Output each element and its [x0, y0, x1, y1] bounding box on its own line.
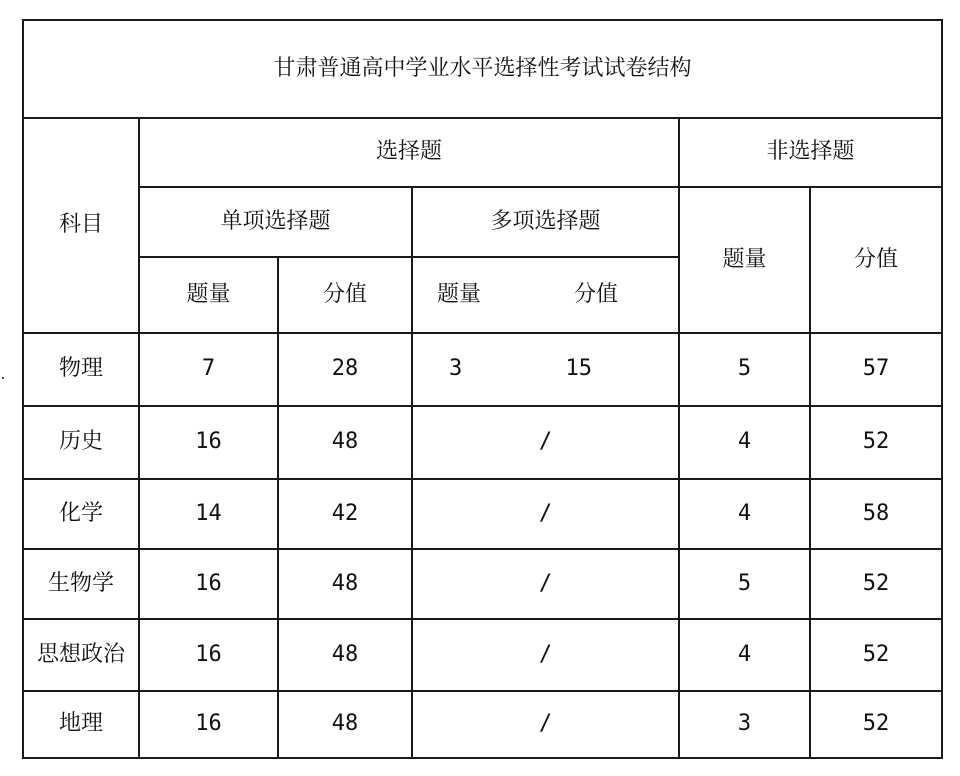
row-non-score: 52 [810, 549, 942, 619]
row-single-count: 16 [139, 691, 278, 758]
header-non-choice: 非选择题 [679, 118, 942, 187]
row-non-score: 52 [810, 619, 942, 691]
header-subject: 科目 [23, 118, 139, 333]
row-multi-na: / [412, 479, 679, 549]
row-multi-pair [412, 333, 679, 406]
row-multi-count: 3 [449, 356, 463, 382]
row-single-score: 28 [278, 333, 412, 406]
row-single-score: 48 [278, 549, 412, 619]
header-multi-pair [412, 257, 679, 333]
header-single-count: 题量 [139, 257, 278, 333]
row-single-count: 16 [139, 549, 278, 619]
table-row [23, 406, 942, 479]
row-subject: 物理 [23, 333, 139, 406]
header-non-choice-count: 题量 [679, 187, 810, 333]
exam-structure-table [22, 19, 943, 759]
header-multi-count: 题量 [437, 281, 482, 307]
row-single-count: 7 [139, 333, 278, 406]
row-non-score: 58 [810, 479, 942, 549]
row-multi-na: / [412, 549, 679, 619]
row-multi-na: / [412, 691, 679, 758]
row-subject: 历史 [23, 406, 139, 479]
table-row [23, 691, 942, 758]
row-non-score: 52 [810, 406, 942, 479]
row-subject: 生物学 [23, 549, 139, 619]
row-non-count: 4 [679, 479, 810, 549]
header-non-choice-score: 分值 [810, 187, 942, 333]
margin-dot [2, 377, 4, 379]
row-multi-na: / [412, 406, 679, 479]
row-non-count: 4 [679, 619, 810, 691]
row-single-score: 48 [278, 406, 412, 479]
row-single-score: 48 [278, 619, 412, 691]
header-choice: 选择题 [139, 118, 679, 187]
header-single-score: 分值 [278, 257, 412, 333]
header-multi-choice: 多项选择题 [412, 187, 679, 257]
row-single-score: 42 [278, 479, 412, 549]
table-row [23, 479, 942, 549]
table-row [23, 619, 942, 691]
header-multi-score: 分值 [573, 281, 618, 307]
row-single-score: 48 [278, 691, 412, 758]
row-single-count: 14 [139, 479, 278, 549]
row-non-count: 4 [679, 406, 810, 479]
row-subject: 化学 [23, 479, 139, 549]
table-row [23, 333, 942, 406]
row-multi-score: 15 [565, 356, 592, 382]
row-single-count: 16 [139, 406, 278, 479]
row-non-count: 5 [679, 333, 810, 406]
table-title: 甘肃普通高中学业水平选择性考试试卷结构 [23, 20, 942, 118]
row-subject: 思想政治 [23, 619, 139, 691]
row-multi-na: / [412, 619, 679, 691]
row-single-count: 16 [139, 619, 278, 691]
row-non-score: 52 [810, 691, 942, 758]
row-non-count: 5 [679, 549, 810, 619]
table-row [23, 549, 942, 619]
row-non-count: 3 [679, 691, 810, 758]
row-non-score: 57 [810, 333, 942, 406]
header-single-choice: 单项选择题 [139, 187, 412, 257]
row-subject: 地理 [23, 691, 139, 758]
